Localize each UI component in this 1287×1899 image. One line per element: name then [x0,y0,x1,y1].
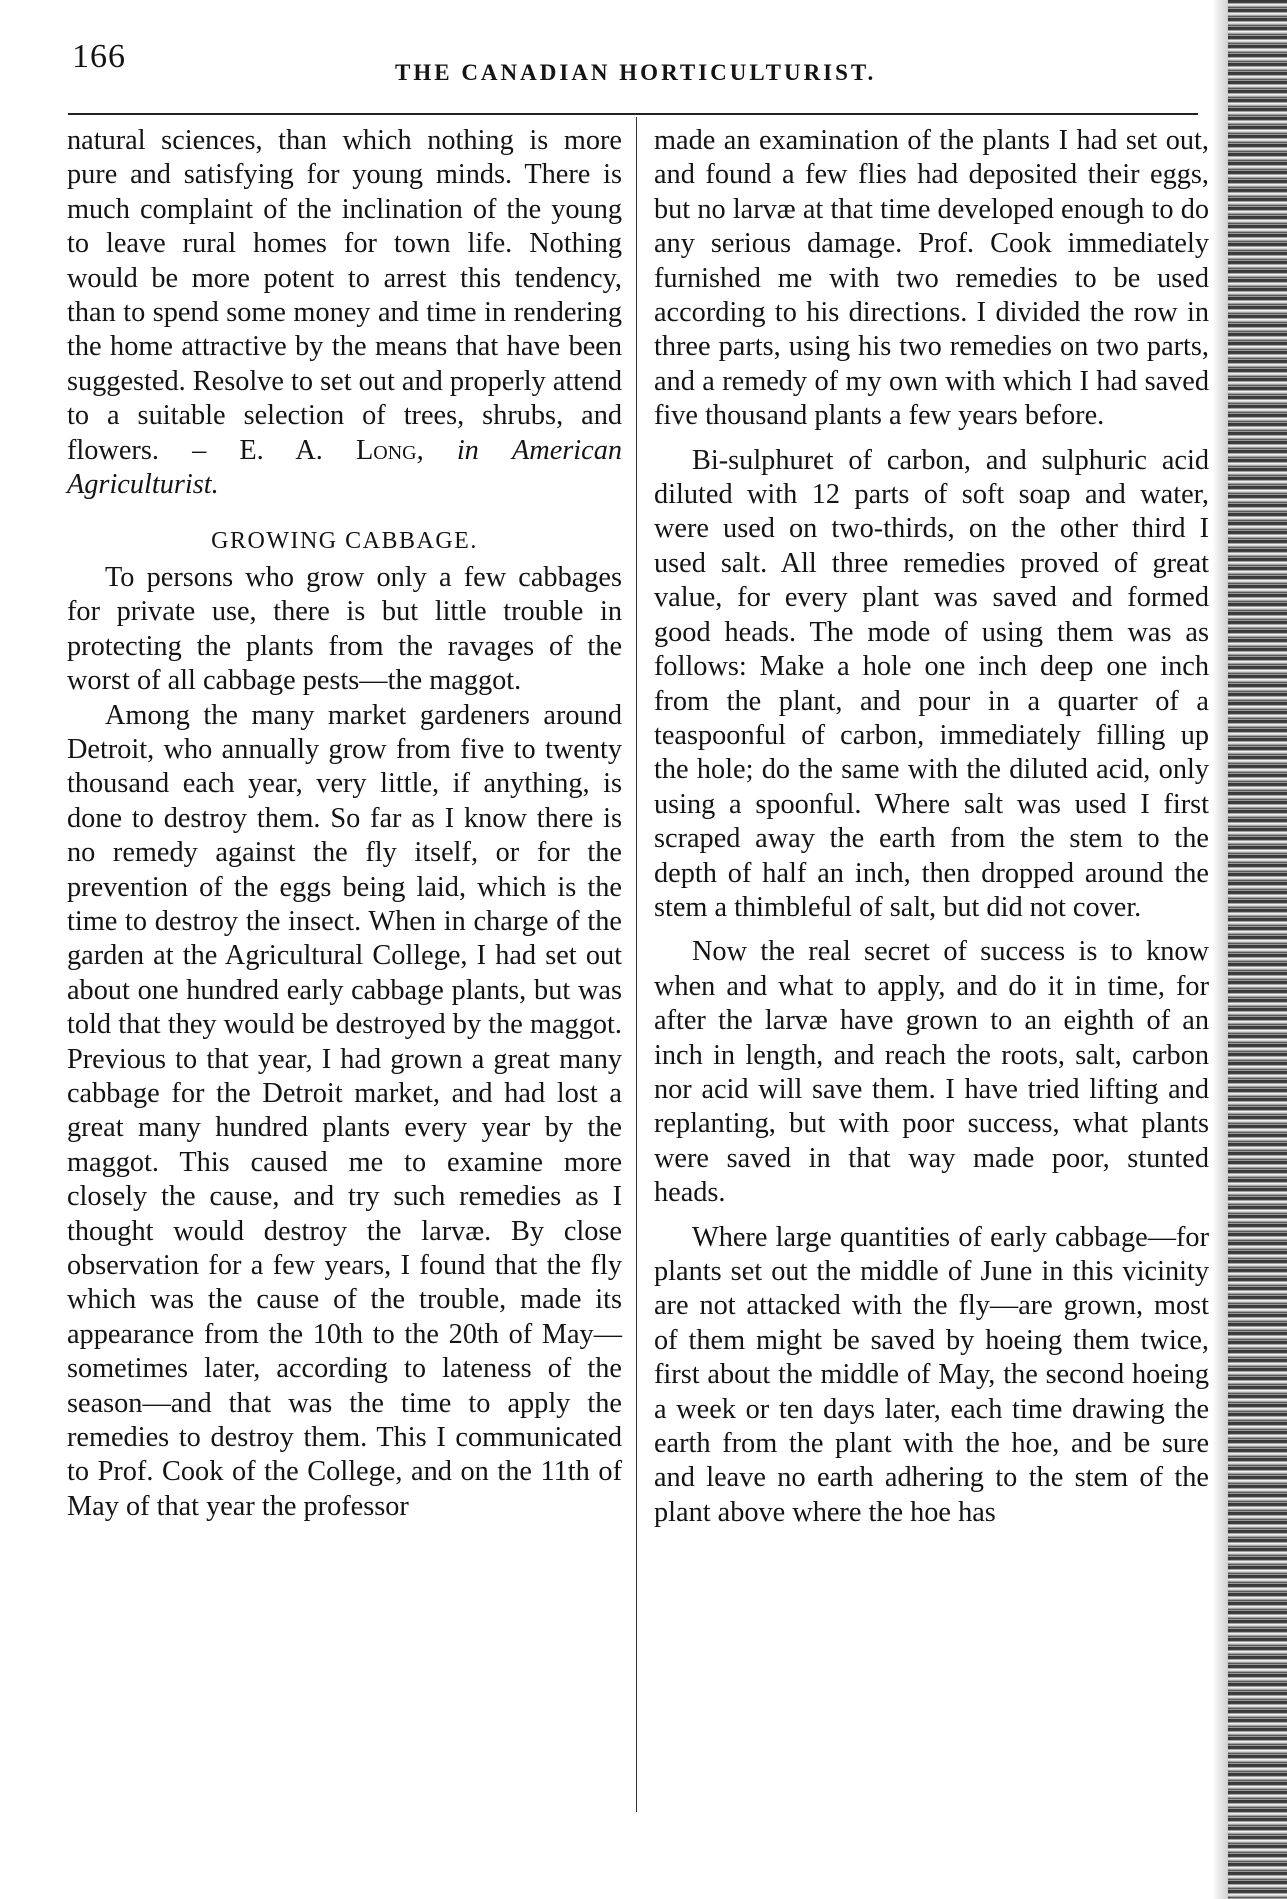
left-column [67,124,622,1524]
article-heading: GROWING CABBAGE. [211,528,478,555]
page-number: 166 [72,38,126,75]
paragraph: Bi-sulphuret of carbon, and sulphuric acid diluted with 12 parts of soft soap and water, were used on two-thirds, on the other third I used salt. All three remedies proved of great value, for every plant was saved and formed good heads. The mode of using them was as follows: Make a hole one inch deep one inch from the plant, and pour in a quarter of a teaspoonful of carbon, immediately filling up the hole; do the same with the diluted acid, only using a spoonful. Where salt was used I first scraped away the earth from the stem to the depth of half an inch, then dropped around the stem a thimbleful of salt, but did not cover. [654,444,1209,923]
paragraph: Among the many market gardeners around Detroit, who annually grow from five to twenty thousand each year, very little, if anything, is done to destroy them. So far as I know there is no remedy against the fly itself, or for the prevention of the eggs being laid, which is the time to destroy the insect. When in charge of the garden at the Agricultural College, I had set out about one hundred early cabbage plants, but was told that they would be destroyed by the maggot. Previous to that year, I had grown a great many cabbage for the Detroit market, and had lost a great many hundred plants every year by the maggot. This caused me to examine more closely the cause, and try such remedies as I thought would destroy the larvæ. By close observation for a few years, I found that the fly which was the cause of the trouble, made its appearance from the 10th to the 20th of May—sometimes later, according to lateness of the season—and that was the time to apply the remedies to destroy them. This I communicated to Prof. Cook of the College, and on the 11th of May of that year the professor [67,699,622,1522]
paragraph: Now the real secret of success is to know when and what to apply, and do it in time, for after the larvæ have grown to an eighth of an inch in length, and reach the roots, salt, carbon nor acid will save them. I have tried lifting and replanting, but with poor success, what plants were saved in that way made poor, stunted heads. [654,936,1209,1209]
paragraph-continued [67,124,622,502]
author-in: , in [416,434,479,466]
author-name: E. A. Long [239,434,417,466]
column-divider [636,117,637,1812]
paragraph: To persons who grow only a few cabbages for private use, there is but little trouble in protecting the plants from the ravages of the worst of all cabbage pests—the maggot. [67,561,622,697]
binding-edge [1228,0,1287,1899]
paragraph-text: natural sciences, than which nothing is more pure and satisfying for young minds. There is much complaint of the inclination of the young to leave rural homes for town life. Nothing would be more potent to arrest this tendency, than to spend some money and time in rendering the home attractive by the means that have been suggested. Resolve to set out and properly attend to a suitable selection of trees, shrubs, and flowers. [67,125,622,466]
signature-dash: – [158,434,240,466]
running-title: THE CANADIAN HORTICULTURIST. [395,60,877,85]
paragraph-continued: made an examination of the plants I had set out, and found a few flies had deposited their eggs, but no larvæ at that time developed enough to do any serious damage. Prof. Cook immediately furnished me with two remedies to be used according to his directions. I divided the row in three parts, using his two remedies on two parts, and a remedy of my own with which I had saved five thousand plants a few years before. [654,125,1209,432]
source-publication: American Agriculturist. [67,434,622,501]
paragraph: Where large quantities of early cabbage—for plants set out the middle of June in this vicinity are not attacked with the fly—are grown, most of them might be saved by hoeing them twice, first about the middle of May, the second hoeing a week or ten days later, each time drawing the earth from the plant with the hoe, and be sure and leave no earth adhering to the stem of the plant above where the hoe has [654,1221,1209,1528]
right-column [654,124,1209,1530]
header-rule [68,113,1198,115]
